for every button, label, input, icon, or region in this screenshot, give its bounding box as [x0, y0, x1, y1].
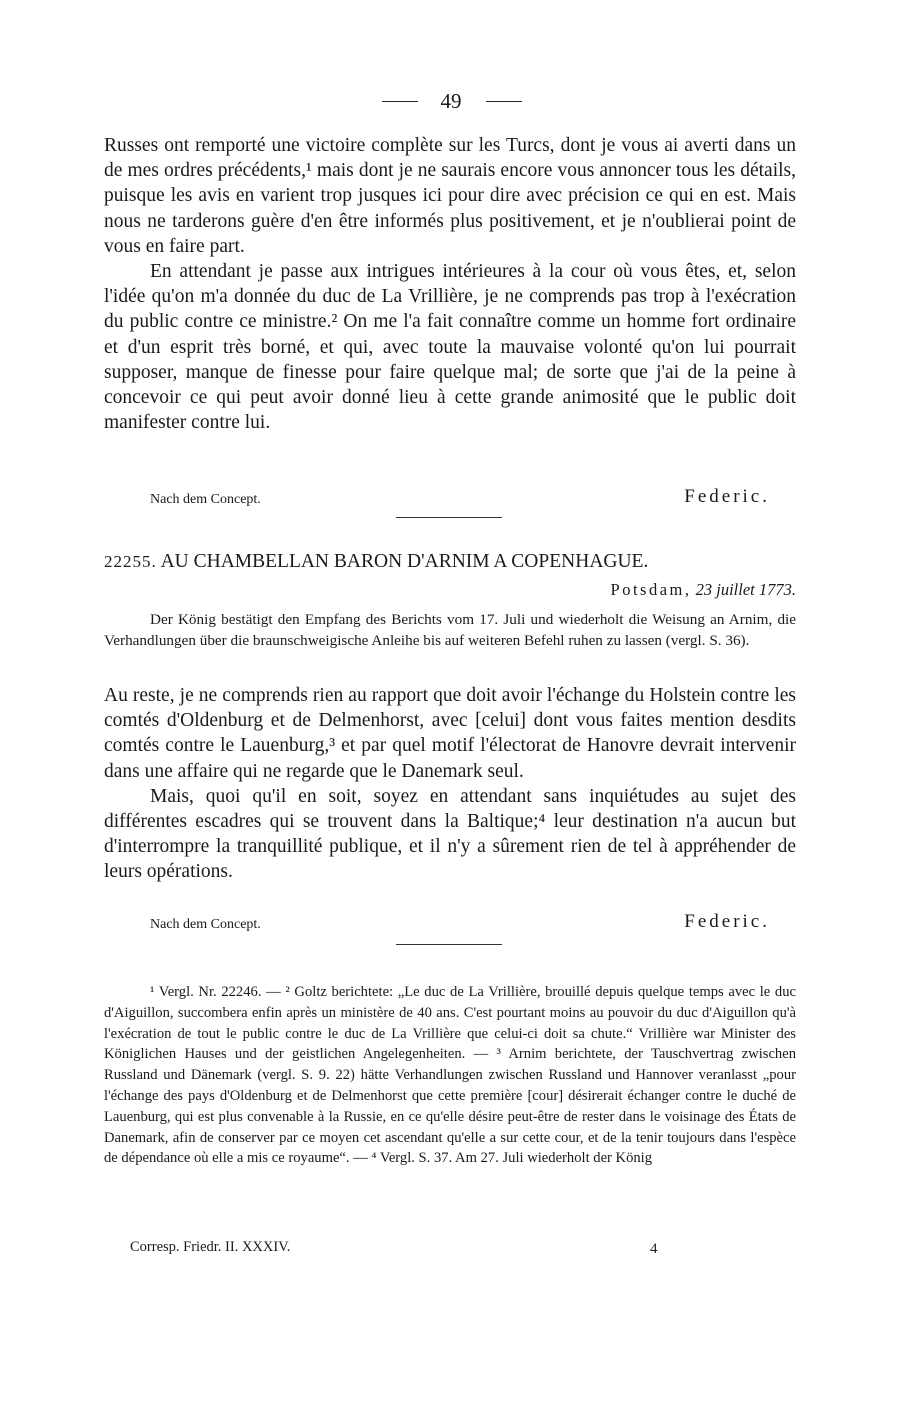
source-note: Nach dem Concept.	[150, 917, 261, 932]
series-title: Corresp. Friedr. II. XXXIV.	[130, 1239, 291, 1255]
letter-date: 23 juillet 1773.	[695, 580, 796, 599]
section-divider	[396, 944, 502, 945]
signature: Federic.	[684, 911, 770, 932]
continued-letter-signature-line	[150, 486, 770, 512]
footnote-text: ¹ Vergl. Nr. 22246. — ² Goltz berichtete: „Le duc de La Vrillière, brouillé depuis quelque temps avec le duc d'Aiguillon, succombera enfin après un ministère de 40 ans. C'est pourtant moins au pouvoir du duc d'Aiguillon qu'à l'exécration de tout le public contre le duc de La Vrillière que celui-ci doit sa chute.“ Vrillière war Minister des Königlichen Hauses und der geistlichen Angelegenheiten. — ³ Arnim berichtete, der Tauschvertrag zwischen Russland und Dänemark (vergl. S. 9. 22) hätte Verhandlungen zwischen Russland und Hannover veranlasst „pour l'échange des pays d'Oldenburg et de Delmenhorst que cette première [cour] désirerait échanger contre le duché de Lauenburg, qui est plus convenable à la Russie, en ce qu'elle désire peut-être de rester dans le voisinage des États de Danemark, afin de conserver par ce moyen cet ascendant qu'elle a sur cette cour, et de la tenir toujours dans l'espèce de dépendance où elle a mis ce royaume“. — ⁴ Vergl. S. 37. Am 27. Juli wiederholt der König	[104, 984, 796, 1167]
sheet-number: 4	[650, 1241, 658, 1257]
summary-text: Der König bestätigt den Empfang des Berichts vom 17. Juli und wiederholt die Weisung an Arnim, die Verhandlungen über die braunschweigische Anleihe bis auf weiteren Befehl ruhen zu lassen (vergl. S. 36).	[104, 611, 796, 649]
header-rule-left	[382, 101, 418, 102]
page-footer	[130, 1239, 690, 1261]
continued-paragraph: En attendant je passe aux intrigues intérieures à la cour où vous êtes, et, selon l'idée qu'on m'a donnée du duc de La Vrillière, je ne comprends pas trop à l'exécration du public contre ce ministre.² On me l'a fait connaître comme un homme fort ordinaire et d'un esprit très borné, et qui, avec toute la mauvaise volonté qu'on lui pourrait supposer, manque de finesse pour faire quelque mal; de sorte que j'ai de la peine à concevoir ce qui peut avoir donné lieu à cette grande animosité que le public doit manifester contre lui.	[104, 261, 796, 434]
continued-letter-body	[104, 133, 796, 435]
letter-place-date	[611, 580, 796, 600]
header-rule-right	[486, 101, 522, 102]
signature: Federic.	[684, 486, 770, 507]
footnotes	[104, 982, 796, 1169]
letter-heading	[104, 551, 796, 573]
section-divider	[396, 517, 502, 518]
source-note: Nach dem Concept.	[150, 492, 261, 507]
letter-body	[104, 683, 796, 885]
letter-number: 22255.	[104, 552, 157, 571]
letter-signature-line	[150, 911, 770, 937]
continued-paragraph: Russes ont remporté une victoire complète sur les Turcs, dont je vous ai averti dans un de mes ordres précédents,¹ mais dont je ne saurais encore vous annoncer tous les détails, puisque les avis en varient trop jusques ici pour dire avec précision ce qui en est. Mais nous ne tarderons guère d'en être informés plus positivement, et je n'oublierai point de vous en faire part.	[104, 135, 796, 257]
letter-paragraph: Mais, quoi qu'il en soit, soyez en attendant sans inquiétudes au sujet des différentes escadres qui se trouvent dans la Baltique;⁴ leur destination n'a aucun but d'interrompre la tranquillité publique, et il n'y a sûrement rien de tel à appréhender de leurs opérations.	[104, 785, 796, 883]
letter-place: Potsdam,	[610, 580, 692, 599]
letter-title: AU CHAMBELLAN BARON D'ARNIM A COPENHAGUE.	[160, 551, 649, 572]
page-number: 49	[440, 89, 462, 113]
letter-summary	[104, 610, 796, 651]
letter-paragraph: Au reste, je ne comprends rien au rapport que doit avoir l'échange du Holstein contre les comtés d'Oldenburg et de Delmenhorst, avec [celui] dont vous faites mention desdits comtés contre le Lauenburg,³ et par quel motif l'électorat de Hanovre devrait intervenir dans une affaire qui ne regarde que le Danemark seul.	[104, 685, 796, 782]
